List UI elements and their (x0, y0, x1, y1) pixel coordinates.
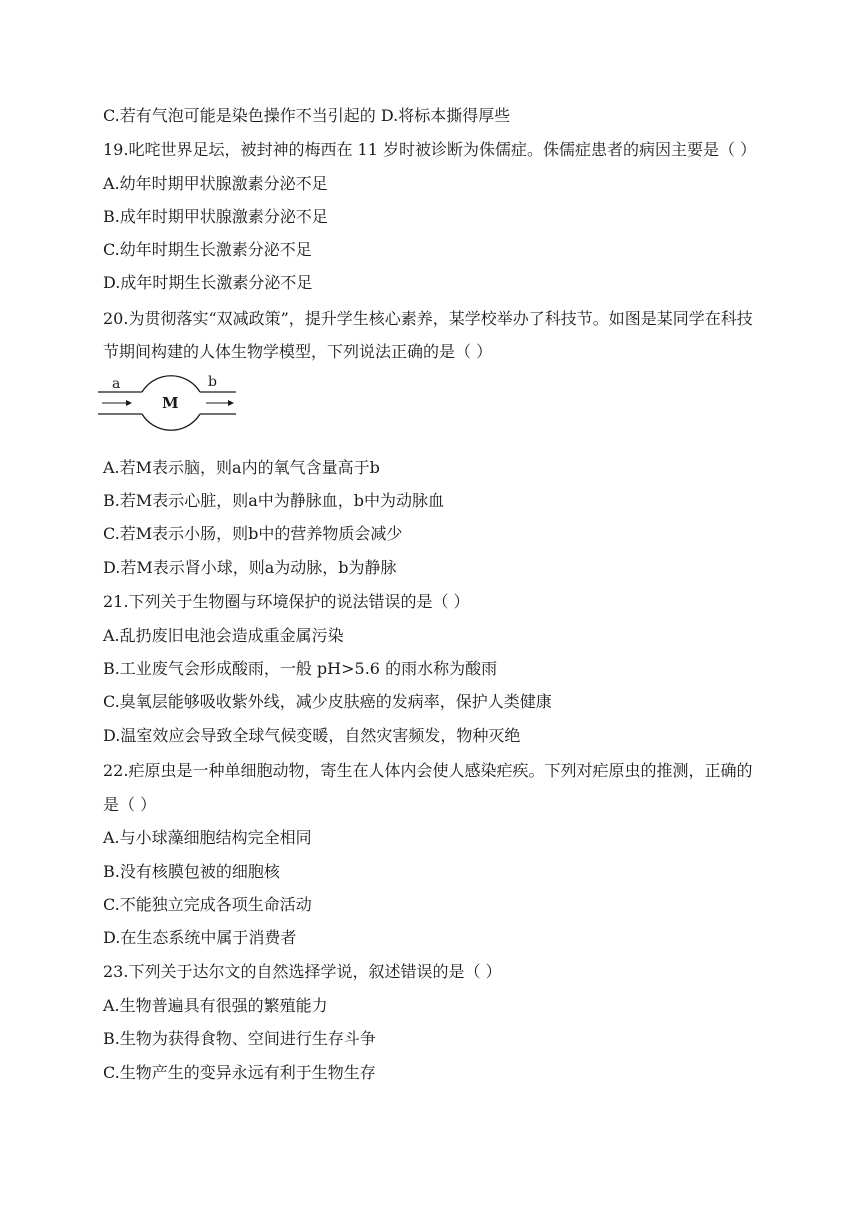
q19-option-c: C.幼年时期生长激素分泌不足 (103, 240, 312, 259)
q21-stem: 21.下列关于生物圈与环境保护的说法错误的是（ ） (103, 592, 470, 611)
q23-option-a: A.生物普遍具有很强的繁殖能力 (103, 996, 328, 1015)
q19-option-b: B.成年时期甲状腺激素分泌不足 (103, 207, 328, 226)
q23-option-b: B.生物为获得食物、空间进行生存斗争 (103, 1029, 376, 1048)
q20-option-b: B.若M表示心脏，则a中为静脉血，b中为动脉血 (103, 491, 445, 510)
q23-option-c: C.生物产生的变异永远有利于生物生存 (103, 1063, 376, 1082)
q20-option-d: D.若M表示肾小球，则a为动脉，b为静脉 (103, 558, 397, 577)
label-b: b (208, 374, 217, 390)
q18-option-c-d: C.若有气泡可能是染色操作不当引起的 D.将标本撕得厚些 (103, 106, 511, 125)
q20-stem-line2: 节期间构建的人体生物学模型，下列说法正确的是（ ） (103, 342, 493, 361)
label-m: M (162, 394, 179, 412)
q23-stem: 23.下列关于达尔文的自然选择学说，叙述错误的是（ ） (103, 962, 502, 981)
q22-option-b: B.没有核膜包被的细胞核 (103, 862, 280, 881)
blood-flow-diagram (96, 368, 240, 444)
q20-option-c: C.若M表示小肠，则b中的营养物质会减少 (103, 524, 403, 543)
label-a: a (112, 376, 121, 392)
q22-option-d: D.在生态系统中属于消费者 (103, 928, 297, 947)
arrow-a-head (126, 400, 132, 406)
q20-option-a: A.若M表示脑，则a内的氧气含量高于b (103, 458, 380, 477)
q21-option-b: B.工业废气会形成酸雨，一般 pH>5.6 的雨水称为酸雨 (103, 659, 498, 678)
blood-flow-svg (96, 368, 240, 444)
q21-option-a: A.乱扔废旧电池会造成重金属污染 (103, 626, 344, 645)
q20-stem-line1: 20.为贯彻落实“双减政策”，提升学生核心素养，某学校举办了科技节。如图是某同学在科技 (103, 309, 753, 328)
q22-stem-line1: 22.疟原虫是一种单细胞动物，寄生在人体内会使人感染疟疾。下列对疟原虫的推测，正确的 (103, 761, 753, 780)
q19-stem: 19.叱咤世界足坛，被封神的梅西在 11 岁时被诊断为侏儒症。侏儒症患者的病因主要是（ ） (103, 140, 757, 159)
q21-option-d: D.温室效应会导致全球气候变暖，自然灾害频发，物种灭绝 (103, 726, 521, 745)
q22-stem-line2: 是（ ） (103, 795, 157, 814)
organ-m-bottom-arc (142, 414, 200, 430)
q22-option-a: A.与小球藻细胞结构完全相同 (103, 828, 312, 847)
q21-option-c: C.臭氧层能够吸收紫外线，减少皮肤癌的发病率，保护人类健康 (103, 692, 552, 711)
q22-option-c: C.不能独立完成各项生命活动 (103, 895, 312, 914)
organ-m-top-arc (142, 376, 200, 392)
arrow-b-head (228, 400, 234, 406)
q19-option-d: D.成年时期生长激素分泌不足 (103, 273, 313, 292)
q19-option-a: A.幼年时期甲状腺激素分泌不足 (103, 174, 328, 193)
